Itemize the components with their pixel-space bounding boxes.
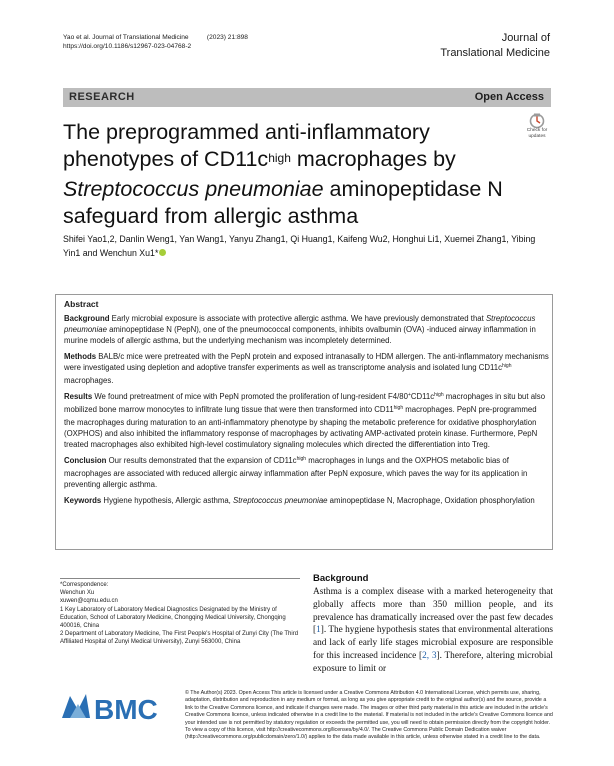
authors-text: Shifei Yao1,2, Danlin Weng1, Yan Wang1, Yanyu Zhang1, Qi Huang1, Kaifeng Wu2, Honghui Li1, Xuemei Zhang1, Yibing Yin1 and Wenchun Xu1*: [63, 234, 536, 258]
background-label: Background: [64, 314, 110, 323]
abstract-background-text-a: Early microbial exposure is associate with protective allergic asthma. We have previously demonstrated that: [109, 314, 486, 323]
title-species: Streptococcus pneumoniae: [63, 177, 324, 201]
abstract-results: [64, 391, 549, 450]
abstract-methods-text-b: macrophages.: [64, 376, 114, 385]
abstract-background-species: Streptococcus pneumoniae: [64, 314, 536, 334]
license-text: © The Author(s) 2023. Open Access This article is licensed under a Creative Commons Attribution 4.0 International License, which permits use, sharing, adaptation, distribution and reproduction in any medium or format, as long as you give appropriate credit to the original author(s) and the source, provide a link to the Creative Commons licence, and indicate if changes were made. The images or other third party material in this article are included in the article's Creative Commons licence, unless indicated otherwise in a credit line to the material. If material is not included in the article's Creative Commons licence and your intended use is not permitted by statutory regulation or exceeds the permitted use, you will need to obtain permission directly from the copyright holder. To view a copy of this licence, visit http://creativecommons.org/licenses/by/4.0/. The Creative Commons Public Domain Dedication waiver (http://creativecommons.org/publicdomain/zero/1.0/) applies to the data made available in this article, unless otherwise stated in a credit line to the data.: [185, 690, 553, 741]
affiliation-1: 1 Key Laboratory of Laboratory Medical Diagnostics Designated by the Ministry of Education, School of Laboratory Medicine, Chongqing Medical University, Chongqing 400016, China: [60, 606, 286, 630]
open-access-label: Open Access: [474, 91, 544, 103]
check-updates-line1: Check for: [526, 128, 548, 133]
abstract-keywords: [64, 495, 549, 506]
abstract-results-text-c: macrophages in situ but also mobilized bone marrow monocytes to infiltrate lung tissue that were then transformed into CD11: [64, 392, 546, 414]
conclusion-label: Conclusion: [64, 456, 107, 465]
reference-link-2-3[interactable]: 2, 3: [422, 650, 437, 661]
keywords-text-b: aminopeptidase N, Macrophage, Oxidation phosphorylation: [327, 496, 535, 505]
article-title: [63, 119, 533, 230]
results-superscript-2: high: [434, 392, 444, 398]
conclusion-superscript: high: [296, 456, 307, 462]
abstract-methods: [64, 351, 549, 386]
background-text-a: Asthma is a complex disease with a marked heterogeneity that globally affects more than 350 million people, and its prevalence has dramatically increased over the past few decades [: [313, 587, 553, 636]
results-label: Results: [64, 392, 93, 401]
background-text-c: ]. Therefore, altering microbial exposure to limit or: [313, 650, 553, 674]
correspondence-label: *Correspondence:: [60, 582, 109, 588]
background-text-b: ]. The hygiene hypothesis states that environmental alterations and lack of early life stages microbial exposure are responsible for this increased incidence [: [313, 625, 553, 661]
correspondence-email[interactable]: xuwen@cqmu.edu.cn: [60, 598, 118, 605]
background-heading: Background: [313, 573, 369, 584]
bmc-logo-text: BMC: [94, 694, 158, 725]
section-label: RESEARCH: [69, 91, 135, 103]
check-updates-icon: [522, 113, 552, 129]
orcid-icon[interactable]: [159, 249, 166, 256]
title-superscript: high: [268, 151, 291, 165]
keywords-species: Streptococcus pneumoniae: [233, 496, 328, 505]
title-part-1: The preprogrammed anti-inflammatory phenotypes of CD11c: [63, 120, 430, 171]
reference-link-1[interactable]: 1: [316, 625, 321, 636]
abstract-background: [64, 313, 549, 346]
abstract-content: [64, 299, 549, 511]
abstract-results-text-b: CD11c: [410, 392, 435, 401]
keywords-text-a: Hygiene hypothesis, Allergic asthma,: [101, 496, 234, 505]
abstract-background-text-b: aminopeptidase N (PepN), one of the pneumococcal components, inhibits ovalbumin (OVA) -induced airway inflammation in murine models of allergic asthma, but the underlying mechanism was incompletely determined.: [64, 325, 536, 345]
results-superscript-3: high: [393, 405, 404, 411]
citation-line: Yao et al. Journal of Translational Medicine (2023) 21:898: [63, 34, 248, 41]
abstract-conclusion: [64, 455, 549, 490]
background-text: [313, 586, 553, 676]
title-part-3: aminopeptidase N safeguard from allergic asthma: [63, 177, 503, 228]
bmc-logo-icon: [60, 688, 170, 726]
abstract-results-text-d: macrophages. PepN pre-programmed the macrophages during maturation to an anti-inflammatory phenotype by shaping the metabolic preference for oxidative phosphorylation (OXPHOS) and also inhibited the inflammatory response of macrophages by activating AMP-activated protein kinase. Furthermore, PepN treated macrophages also exhibited high-level costimulatory signaling molecules which directed the differentiation into Treg.: [64, 405, 538, 449]
affiliation-2: 2 Department of Laboratory Medicine, The First People's Hospital of Zunyi City (The Third Affiliated Hospital of Zunyi Medical University), Zunyi 563000, China: [60, 631, 299, 646]
correspondence-name: Wenchun Xu: [60, 590, 95, 597]
keywords-label: Keywords: [64, 496, 102, 505]
abstract-methods-text-a: BALB/c mice were pretreated with the PepN protein and exposed intranasally to HDM allergen. The anti-inflammatory mechanisms were investigated using depletion and adoptive transfer experiments as well as transcriptome analysis and isolated lung CD11c: [64, 352, 549, 372]
author-list: [63, 233, 551, 260]
check-updates-line2: updates: [528, 133, 546, 139]
abstract-conclusion-text-a: Our results demonstrated that the expansion of CD11c: [106, 456, 297, 465]
abstract-conclusion-text-b: macrophages in lungs and the OXPHOS metabolic bias of macrophages are associated with reduced allergic airway inflammation after PepN exposure, which paves the way for its application in preventing allergic asthma.: [64, 456, 528, 489]
check-for-updates-label: [518, 128, 556, 139]
correspondence-block: [60, 581, 300, 647]
journal-name: [350, 31, 550, 61]
title-part-2: macrophages by: [290, 147, 456, 171]
abstract-heading: Abstract: [64, 299, 99, 309]
methods-label: Methods: [64, 352, 97, 361]
doi-link[interactable]: https://doi.org/10.1186/s12967-023-04768-2: [63, 43, 192, 50]
bmc-logo: [60, 688, 170, 726]
methods-superscript: high: [502, 363, 512, 369]
journal-name-line1: Journal of: [501, 32, 550, 44]
journal-name-line2: Translational Medicine: [440, 47, 550, 59]
results-superscript-1: +: [407, 392, 411, 398]
correspondence-divider: [60, 578, 300, 579]
abstract-results-text-a: We found pretreatment of mice with PepN promoted the proliferation of lung-resident F4/80: [92, 392, 408, 401]
